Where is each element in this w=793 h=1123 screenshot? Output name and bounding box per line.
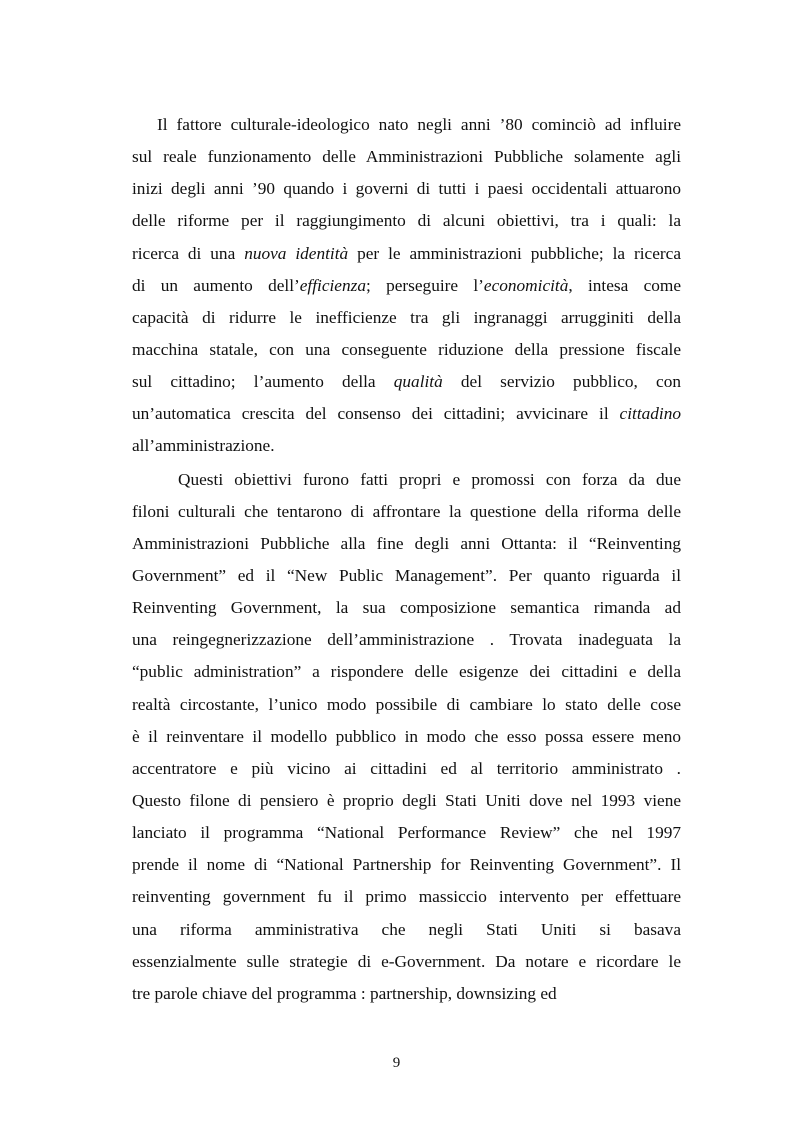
text-run: inizi degli anni ’90 quando i governi di tutti i paesi occidentali attuarono xyxy=(132,179,681,199)
text-line xyxy=(132,398,681,430)
text-line xyxy=(132,173,681,205)
text-run: ; perseguire l’ xyxy=(366,275,484,295)
text-line xyxy=(132,109,681,141)
text-line xyxy=(132,366,681,398)
text-run: di un aumento dell’ xyxy=(132,275,300,295)
text-line xyxy=(132,946,681,978)
text-line xyxy=(132,817,681,849)
text-run: una reingegnerizzazione dell’amministrazione . Trovata inadeguata la xyxy=(132,630,681,650)
italic-text: efficienza xyxy=(299,275,366,295)
text-line xyxy=(132,881,681,913)
italic-text: qualità xyxy=(393,372,443,392)
text-run: realtà circostante, l’unico modo possibile di cambiare lo stato delle cose xyxy=(132,694,681,714)
paragraph xyxy=(132,109,681,463)
italic-text: economicità xyxy=(483,275,569,295)
text-line xyxy=(132,785,681,817)
text-line xyxy=(132,914,681,946)
italic-text: nuova identità xyxy=(244,243,349,263)
text-run: del servizio pubblico, con xyxy=(442,372,681,392)
text-run: è il reinventare il modello pubblico in modo che esso possa essere meno xyxy=(132,726,681,746)
text-line xyxy=(132,528,681,560)
text-line xyxy=(132,302,681,334)
text-run: capacità di ridurre le inefficienze tra gli ingranaggi arrugginiti della xyxy=(132,307,681,327)
text-line xyxy=(132,464,681,496)
text-run: filoni culturali che tentarono di affrontare la questione della riforma delle xyxy=(132,501,681,521)
text-run: Amministrazioni Pubbliche alla fine degli anni Ottanta: il “Reinventing xyxy=(132,533,681,553)
text-run: , intesa come xyxy=(568,275,682,295)
text-line xyxy=(132,430,681,462)
text-line xyxy=(132,689,681,721)
text-run: Il fattore culturale-ideologico nato negli anni ’80 cominciò ad influire xyxy=(157,115,681,134)
text-line xyxy=(132,205,681,237)
text-run: accentratore e più vicino ai cittadini ed al territorio amministrato . xyxy=(132,758,681,778)
text-run: lanciato il programma “National Performance Review” che nel 1997 xyxy=(132,823,681,843)
text-run: per le amministrazioni pubbliche; la ricerca xyxy=(348,243,681,263)
text-run: essenzialmente sulle strategie di e-Government. Da notare e ricordare le xyxy=(132,951,681,971)
text-run: “public administration” a rispondere delle esigenze dei cittadini e della xyxy=(132,662,681,682)
text-run: tre parole chiave del programma : partnership, downsizing ed xyxy=(132,983,557,1003)
text-run: sul reale funzionamento delle Amministrazioni Pubbliche solamente agli xyxy=(132,147,681,167)
text-run: Questi obiettivi furono fatti propri e promossi con forza da due xyxy=(178,469,681,489)
text-run: delle riforme per il raggiungimento di alcuni obiettivi, tra i quali: la xyxy=(132,211,681,231)
text-line xyxy=(132,141,681,173)
text-line xyxy=(132,560,681,592)
text-run: Government” ed il “New Public Management”. Per quanto riguarda il xyxy=(132,565,681,585)
text-line xyxy=(132,624,681,656)
text-run: Reinventing Government, la sua composizione semantica rimanda ad xyxy=(132,598,681,618)
text-run: all’amministrazione. xyxy=(132,436,275,456)
text-run: un’automatica crescita del consenso dei cittadini; avvicinare il xyxy=(132,404,620,424)
text-run: ricerca di una xyxy=(132,243,245,263)
text-run: prende il nome di “National Partnership for Reinventing Government”. Il xyxy=(132,855,681,875)
text-line xyxy=(132,849,681,881)
text-line xyxy=(132,721,681,753)
italic-text: cittadino xyxy=(619,404,681,424)
text-run: Questo filone di pensiero è proprio degli Stati Uniti dove nel 1993 viene xyxy=(132,790,681,810)
text-line xyxy=(132,496,681,528)
paragraph xyxy=(132,464,681,1010)
text-run: sul cittadino; l’aumento della xyxy=(132,372,394,392)
body-text xyxy=(132,109,681,1010)
text-run: una riforma amministrativa che negli Stati Uniti si basava xyxy=(132,919,681,939)
text-line xyxy=(132,753,681,785)
text-line xyxy=(132,978,681,1010)
text-run: reinventing government fu il primo massiccio intervento per effettuare xyxy=(132,887,681,907)
text-line xyxy=(132,592,681,624)
text-line xyxy=(132,270,681,302)
text-run: macchina statale, con una conseguente riduzione della pressione fiscale xyxy=(132,339,681,359)
text-line xyxy=(132,238,681,270)
page-number: 9 xyxy=(392,1055,401,1071)
text-line xyxy=(132,334,681,366)
text-line xyxy=(132,656,681,688)
